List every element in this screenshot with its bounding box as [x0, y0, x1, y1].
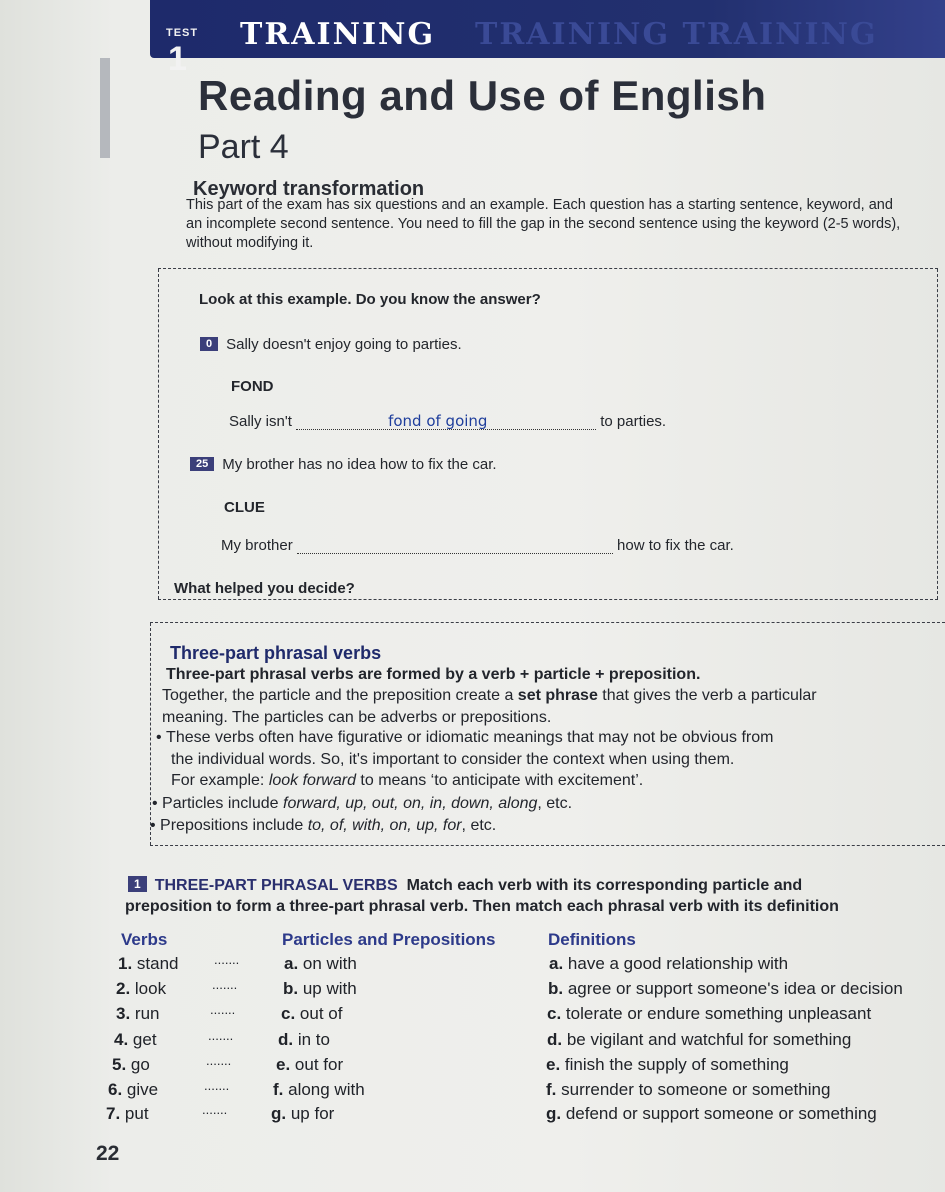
verb-item: 6. give [108, 1080, 159, 1099]
info-line-1: Three-part phrasal verbs are formed by a verb + particle + preposition. [166, 666, 701, 683]
question-sentence: My brother has no idea how to fix the car. [222, 456, 497, 473]
exercise-instruction-b: preposition to form a three-part phrasal verb. Then match each phrasal verb with its definition [125, 898, 839, 915]
column-header-verbs: Verbs [121, 930, 168, 949]
info-box-title: Three-part phrasal verbs [170, 643, 382, 663]
example-start: Sally isn't [229, 413, 292, 430]
example-answer: fond of going [388, 412, 488, 430]
info-bullet-1-c-post: to means ‘to anticipate with excitement’. [355, 772, 644, 789]
info-bullet-2-post: , etc. [537, 795, 573, 812]
particle-item: c. out of [281, 1004, 343, 1023]
verb-item: 5. go [112, 1055, 150, 1074]
info-line-2-b: that gives the verb a particular [597, 687, 817, 704]
particle-item: d. in to [278, 1030, 330, 1049]
definition-item: g. defend or support someone or something [546, 1104, 877, 1123]
test-number: 1 [168, 40, 187, 78]
particle-item: a. on with [284, 954, 357, 973]
exercise-number-badge: 1 [128, 876, 147, 892]
particle-item: f. along with [273, 1080, 365, 1099]
definition-item: b. agree or support someone's idea or decision [548, 979, 903, 998]
page-number: 22 [96, 1142, 120, 1165]
question-end: how to fix the car. [617, 537, 734, 554]
info-bullet-3-pre: Prepositions include [160, 817, 308, 834]
definition-item: a. have a good relationship with [549, 954, 789, 973]
example-box-footer: What helped you decide? [174, 580, 355, 597]
verb-item: 4. get [114, 1030, 157, 1049]
answer-blank[interactable]: ....... [202, 1102, 228, 1117]
section-heading: Keyword transformation [193, 178, 425, 200]
info-bullet-3-italic: to, of, with, on, up, for [307, 817, 462, 834]
answer-blank[interactable]: ....... [212, 977, 238, 992]
question-start: My brother [221, 537, 293, 554]
example-keyword: FOND [231, 378, 274, 395]
example-answer-line [229, 413, 666, 430]
example-gap [296, 412, 596, 430]
definition-item: d. be vigilant and watchful for something [547, 1030, 852, 1049]
info-bullet-1-c-italic: look forward [268, 772, 356, 789]
question-25 [190, 456, 497, 473]
particle-item: e. out for [276, 1055, 344, 1074]
info-bullet-1-c [171, 771, 643, 791]
part-heading: Part 4 [198, 128, 289, 166]
intro-paragraph: This part of the exam has six questions and an example. Each question has a starting sentence, keyword, and an incomplete second sentence. You need to fill the gap in the second sentence using the keyword (2-5 words), without modifying it. [186, 197, 901, 251]
info-bullet-3: • Prepositions include to, of, with, on, up, for, etc. [150, 817, 497, 834]
definition-item: f. surrender to someone or something [546, 1080, 831, 1099]
column-header-particles: Particles and Prepositions [282, 930, 496, 949]
verb-item: 3. run [116, 1004, 160, 1023]
exercise-heading [128, 876, 802, 895]
info-bullet-3-post: , etc. [461, 817, 497, 834]
banner-ghost-text: TRAINING TRAINING [475, 17, 878, 52]
banner-title: TRAINING [240, 17, 436, 52]
question-number-badge: 25 [190, 457, 214, 471]
definition-item: c. tolerate or endure something unpleasant [547, 1004, 872, 1023]
info-line-2-bold: set phrase [517, 687, 598, 704]
info-line-2 [162, 686, 817, 706]
info-bullet-1-a: These verbs often have figurative or idiomatic meanings that may not be obvious from [166, 729, 774, 746]
info-line-2-a: Together, the particle and the preposition create a [162, 687, 518, 704]
info-bullet-2-pre: Particles include [162, 795, 283, 812]
example-end: to parties. [600, 413, 667, 430]
definition-item: e. finish the supply of something [546, 1055, 789, 1074]
page-title: Reading and Use of English [198, 72, 767, 119]
question-answer-line [221, 537, 734, 554]
verb-item: 7. put [106, 1104, 149, 1123]
test-label: TEST [166, 27, 199, 39]
info-bullet-1-b: the individual words. So, it's important to consider the context when using them. [171, 751, 735, 768]
info-bullet-1: • These verbs often have figurative or idiomatic meanings that may not be obvious from [156, 729, 774, 746]
verb-item: 1. stand [118, 954, 179, 973]
exercise-instruction-a: Match each verb with its corresponding particle and [406, 877, 803, 894]
particle-item: g. up for [271, 1104, 335, 1123]
info-bullet-2-italic: forward, up, out, on, in, down, along [283, 795, 538, 812]
answer-blank[interactable]: ....... [214, 952, 240, 967]
exercise-title: THREE-PART PHRASAL VERBS [154, 877, 398, 894]
column-header-definitions: Definitions [548, 930, 636, 949]
answer-blank[interactable]: ....... [204, 1078, 230, 1093]
answer-blank[interactable]: ....... [208, 1028, 234, 1043]
question-gap[interactable] [297, 539, 613, 554]
example-prompt: Look at this example. Do you know the answer? [199, 291, 541, 308]
question-keyword: CLUE [224, 499, 265, 516]
particle-item: b. up with [283, 979, 357, 998]
example-number-badge: 0 [200, 337, 218, 351]
info-line-3: meaning. The particles can be adverbs or prepositions. [162, 709, 552, 726]
example-sentence-text: Sally doesn't enjoy going to parties. [226, 336, 462, 353]
verb-item: 2. look [116, 979, 167, 998]
answer-blank[interactable]: ....... [210, 1002, 236, 1017]
info-bullet-1-c-pre: For example: [171, 772, 269, 789]
info-bullet-2: • Particles include forward, up, out, on, in, down, along, etc. [152, 795, 573, 812]
example-sentence [200, 336, 462, 353]
answer-blank[interactable]: ....... [206, 1053, 232, 1068]
side-accent-bar [100, 58, 110, 158]
